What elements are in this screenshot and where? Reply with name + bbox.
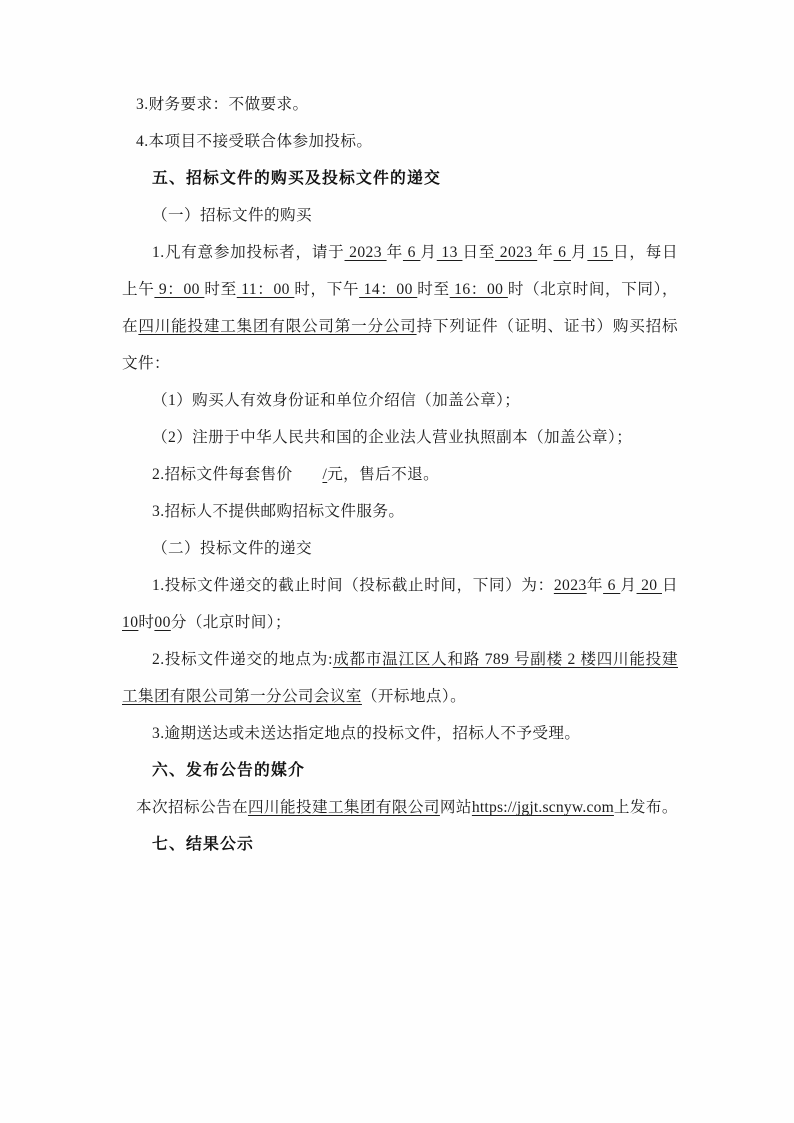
clause-purchase-doc-2 [122,419,678,456]
clause-late-bids [122,715,678,752]
text-run: 9：00 [154,281,205,298]
text-run: 20 [636,577,662,594]
text-run: 元，售后不退。 [327,466,440,483]
text-run: 1.凡有意参加投标者，请于 [152,244,345,261]
text-run: （北京时间）； [186,614,291,631]
text-run: / [322,466,328,483]
text-run: 成都市温江区人和路 789 号副楼 2 楼四川能投建工集团有限公司第一分公司会议室 [122,651,678,705]
text-run: 月 [420,244,437,261]
text-run: 时至 [417,281,450,298]
heading-section-six [122,752,678,789]
announcement-url-link[interactable]: https://jgjt.scnyw.com [471,799,614,816]
subheading-purchase-of-documents [122,197,678,234]
text-run: 6 [402,244,421,261]
clause-bid-submission-place [122,641,678,715]
text-run: 本次招标公告在 [136,799,248,816]
text-run: 持下列证件（证明、证书）购买招标文件： [122,318,679,372]
text-run: 16：00 [449,281,508,298]
text-run: 3.招标人不提供邮购招标文件服务。 [152,503,405,520]
text-run: （1）购买人有效身份证和单位介绍信（加盖公章）； [152,392,521,409]
text-run: 时，下午 [294,281,360,298]
clause-bid-deadline [122,567,678,641]
text-run: 6 [553,244,572,261]
text-run: 年 [537,244,554,261]
text-run: 4.本项目不接受联合体参加投标。 [136,133,373,150]
text-run: 分 [170,614,187,631]
text-run: （2）注册于中华人民共和国的企业法人营业执照副本（加盖公章）； [152,429,633,446]
text-run: 日，每日上午 [122,244,679,298]
text-run: 时（北京时间，下同），在 [122,281,678,335]
text-run: 15 [587,244,614,261]
text-run: 日 [661,577,678,594]
text-run: 上发布。 [613,799,678,816]
text-run: 年 [386,244,403,261]
text-run: 2.投标文件递交的地点为: [152,651,333,668]
clause-purchase-time-and-place [122,234,678,382]
clause-no-consortium [122,123,678,160]
heading-section-seven [122,826,678,863]
text-run: 13 [436,244,463,261]
text-run: 日至 [462,244,496,261]
clause-no-mail-service [122,493,678,530]
text-run: 2023 [495,244,538,261]
text-run: 2023 [553,577,587,594]
text-run: 6 [603,577,621,594]
text-run: 时至 [204,281,237,298]
text-run: 月 [571,244,588,261]
text-run: 11：00 [236,281,295,298]
text-run: （一）招标文件的购买 [152,207,312,224]
text-run: （二）投标文件的递交 [152,540,312,557]
text-run: 3.逾期送达或未送达指定地点的投标文件，招标人不予受理。 [152,725,581,742]
text-run: 六、发布公告的媒介 [152,762,305,779]
clause-financial-requirement [122,86,678,123]
text-run: 1.投标文件递交的截止时间（投标截止时间，下同）为： [152,577,554,594]
text-run: 00 [154,614,171,631]
text-run: 3.财务要求：不做要求。 [136,96,309,113]
text-run: 七、结果公示 [152,836,254,853]
text-run: 年 [586,577,604,594]
text-run: 2023 [344,244,387,261]
clause-announcement-media [122,789,678,826]
text-run: 五、招标文件的购买及投标文件的递交 [152,170,441,187]
text-run: 月 [620,577,637,594]
document-body [122,86,678,863]
subheading-submission-of-bids [122,530,678,567]
clause-purchase-doc-1 [122,382,678,419]
text-run: 10 [122,614,139,631]
text-run: （开标地点）。 [361,688,467,705]
text-run: 14：00 [359,281,418,298]
text-run: 2.招标文件每套售价 [152,466,293,483]
heading-section-five [122,160,678,197]
text-run: 网站 [439,799,472,816]
text-run: 时 [138,614,155,631]
text-run: 四川能投建工集团有限公司第一分公司 [138,318,417,335]
text-run: 四川能投建工集团有限公司 [247,799,440,816]
clause-document-price [122,456,678,493]
